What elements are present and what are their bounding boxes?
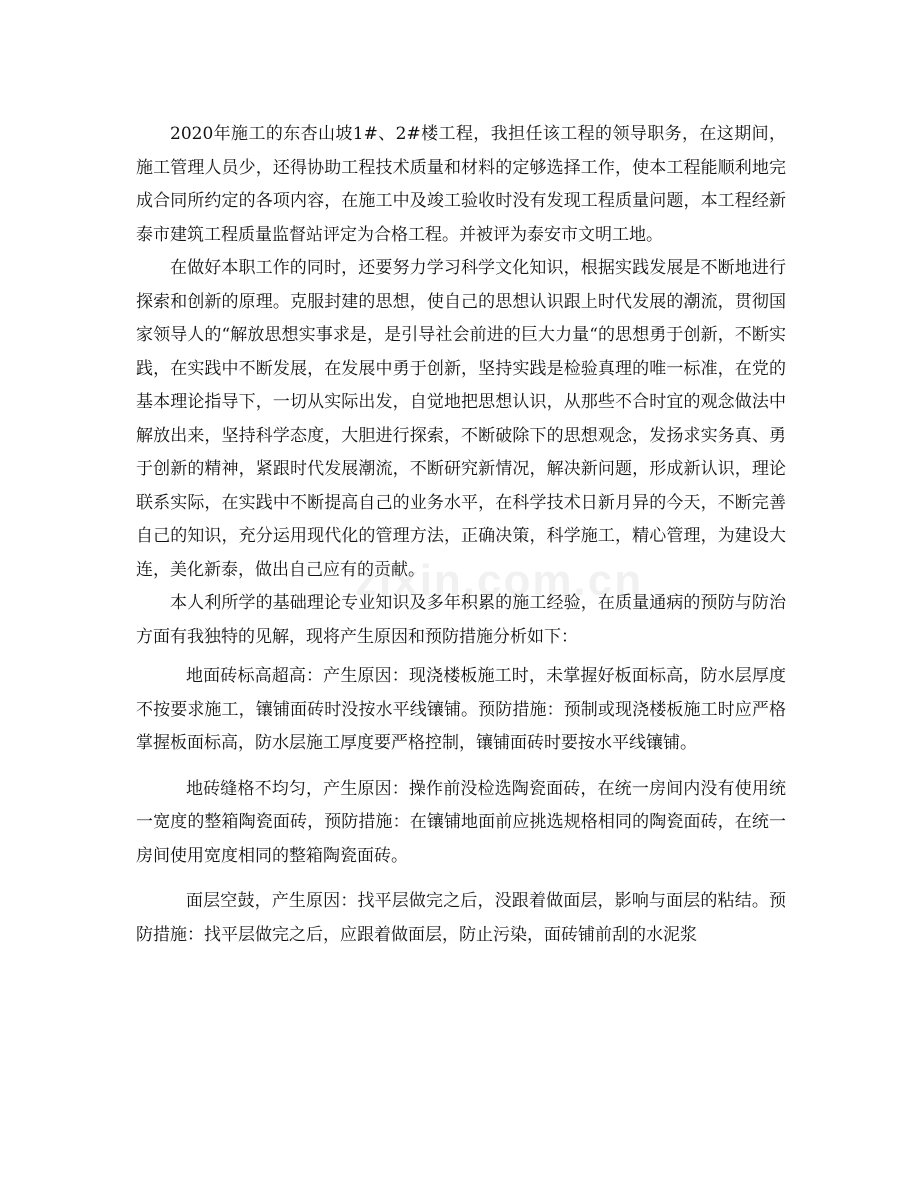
- paragraph-floor-tile-elevation: 地面砖标高超高：产生原因：现浇楼板施工时，未掌握好板面标高，防水层厚度不按要求施工，镶铺面砖时没按水平线镶铺。预防措施：预制或现浇楼板施工时应严格掌握板面标高，防水层施工厚度要严格控制，镶铺面砖时要按水平线镶铺。: [136, 666, 786, 753]
- paragraph-surface-hollowing: 面层空鼓，产生原因：找平层做完之后，没跟着做面层，影响与面层的粘结。预防措施：找平层做完之后，应跟着做面层，防止污染，面砖铺前刮的水泥浆: [136, 891, 786, 945]
- document-body: [136, 118, 786, 952]
- paragraph-tile-joint-uneven: 地砖缝格不均匀，产生原因：操作前没检选陶瓷面砖，在统一房间内没有使用统一宽度的整箱陶瓷面砖，预防措施：在镶铺地面前应挑选规格相同的陶瓷面砖，在统一房间使用宽度相同的整箱陶瓷面砖。: [136, 778, 786, 866]
- watermark-text: zixin.com.cn: [355, 556, 644, 605]
- paragraph-quality-intro: 本人利所学的基础理论专业知识及多年积累的施工经验，在质量通病的预防与防治方面有我独特的见解，现将产生原因和预防措施分析如下：: [136, 593, 786, 647]
- paragraph-study-and-innovation: 在做好本职工作的同时，还要努力学习科学文化知识，根据实践发展是不断地进行探索和创新的原理。克服封建的思想，使自己的思想认识跟上时代发展的潮流，贯彻国家领导人的“解放思想实事求是，是引导社会前进的巨大力量“的思想勇于创新，不断实践，在实践中不断发展，在发展中勇于创新，坚持实践是检验真理的唯一标准，在党的基本理论指导下，一切从实际出发，自觉地把思想认识，从那些不合时宜的观念做法中解放出来，坚持科学态度，大胆进行探索，不断破除下的思想观念，发扬求实务真、勇于创新的精神，紧跟时代发展潮流，不断研究新情况，解决新问题，形成新认识，理论联系实际，在实践中不断提高自己的业务水平，在科学技术日新月异的今天，不断完善自己的知识，充分运用现代化的管理方法，正确决策，科学施工，精心管理，为建设大连，美化新泰，做出自己应有的贡献。: [136, 258, 786, 580]
- paragraph-project-summary: 2020年施工的东杏山坡1#、2#楼工程，我担任该工程的领导职务，在这期间，施工管理人员少，还得协助工程技术质量和材料的定够选择工作，使本工程能顺利地完成合同所约定的各项内容，在施工中及竣工验收时没有发现工程质量问题，本工程经新泰市建筑工程质量监督站评定为合格工程。并被评为泰安市文明工地。: [136, 124, 786, 245]
